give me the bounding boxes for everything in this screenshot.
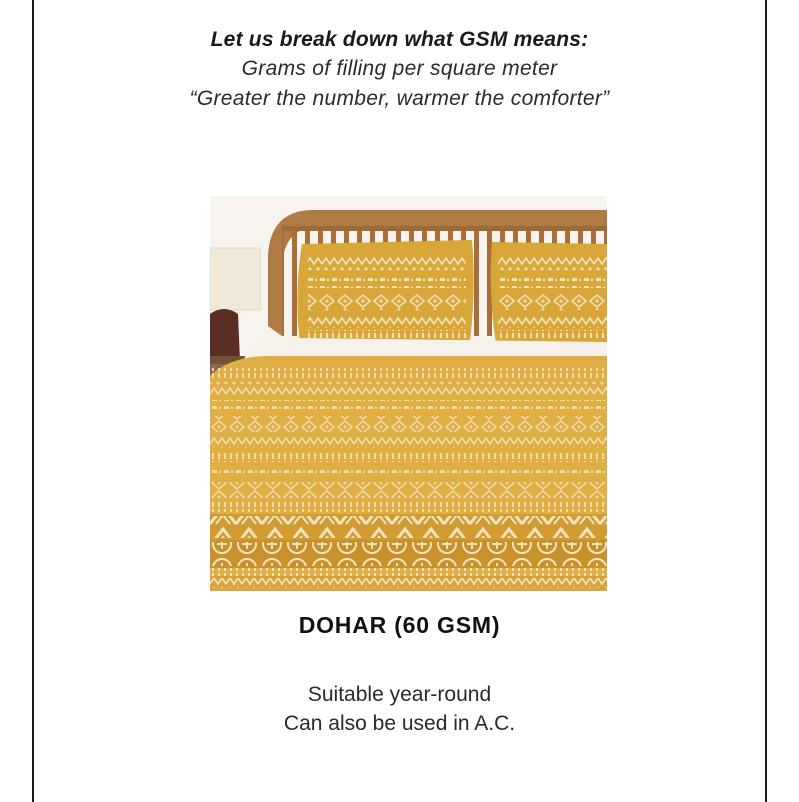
gsm-intro [0, 26, 799, 114]
intro-heading: Let us break down what GSM means: [210, 28, 589, 51]
gsm-quote: “Greater the number, warmer the comforter” [189, 87, 610, 110]
product-description [0, 680, 799, 738]
description-line-1: Suitable year-round [307, 683, 492, 706]
product-title: DOHAR (60 GSM) [298, 612, 501, 638]
description-line-2: Can also be used in A.C. [283, 712, 516, 735]
product-image [210, 196, 607, 591]
gsm-definition: Grams of filling per square meter [241, 57, 558, 80]
